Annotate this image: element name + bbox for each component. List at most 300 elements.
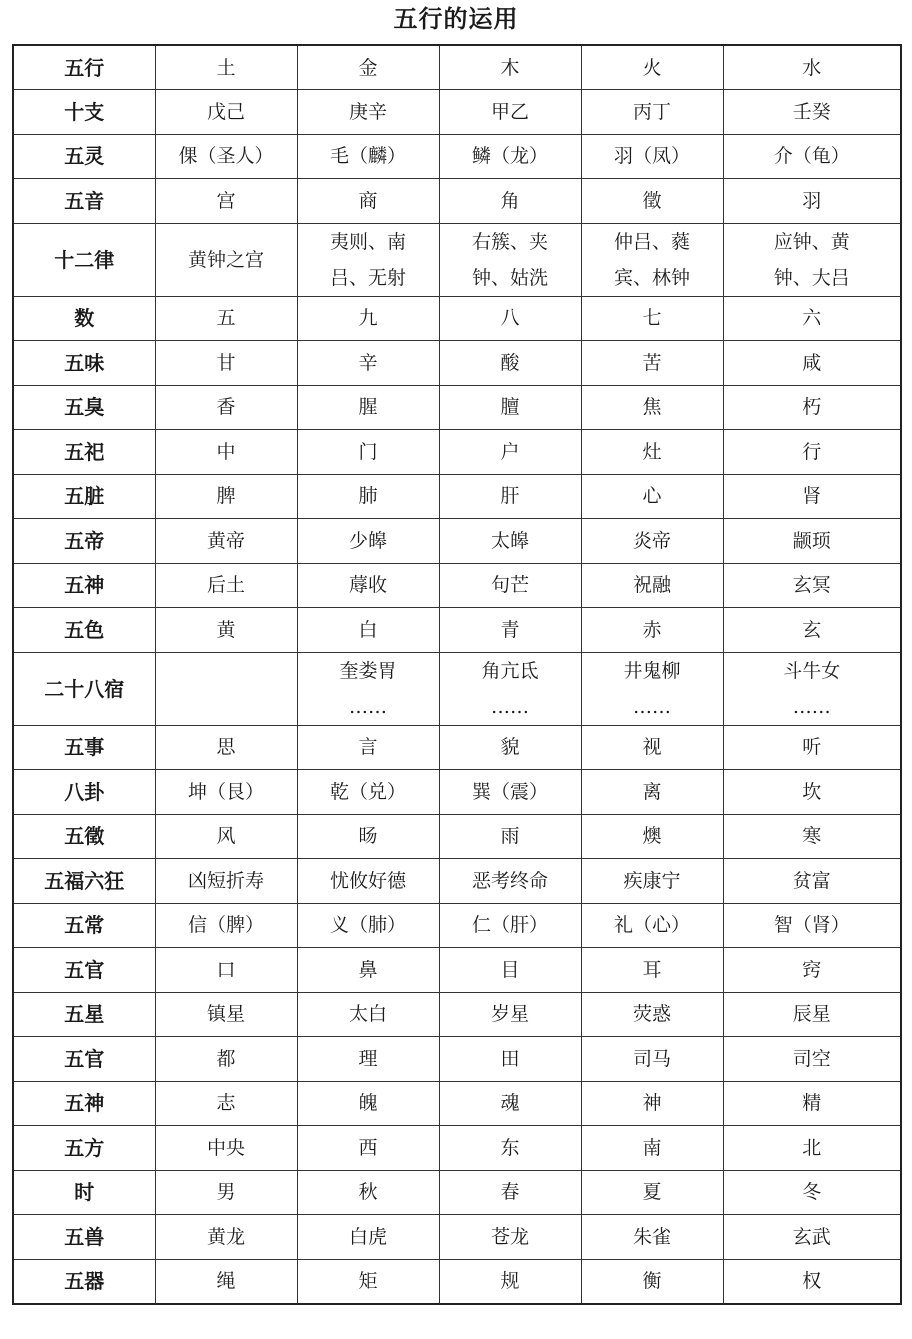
cell-text-line: 疾康宁 (623, 869, 681, 892)
table-cell (297, 519, 439, 564)
cell-text-line: 七 (642, 307, 662, 330)
table-cell (723, 223, 901, 296)
table-cell (155, 430, 297, 475)
table-cell (297, 608, 439, 653)
row-header: 时 (13, 1170, 155, 1215)
cell-text-line: 介（龟） (773, 145, 850, 168)
table-cell (581, 474, 723, 519)
table-cell (581, 296, 723, 341)
cell-text-line: 都 (216, 1047, 236, 1070)
cell-text-line: 苍龙 (490, 1225, 529, 1248)
table-cell (439, 1215, 581, 1260)
table-cell (439, 948, 581, 993)
cell-text-line: 离 (642, 780, 662, 803)
row-header: 五福六狂 (13, 859, 155, 904)
row-header: 五灵 (13, 134, 155, 179)
table-row (13, 770, 901, 815)
row-header: 五祀 (13, 430, 155, 475)
table-row (13, 1259, 901, 1304)
table-cell (581, 903, 723, 948)
cell-text-line: 志 (216, 1092, 236, 1115)
cell-text-line: 祝融 (632, 574, 671, 597)
table-cell (297, 1037, 439, 1082)
table-row (13, 1215, 901, 1260)
five-elements-table (12, 44, 902, 1305)
table-cell (581, 90, 723, 135)
cell-text-line: 中 (216, 440, 236, 463)
table-cell (297, 430, 439, 475)
table-cell (581, 1126, 723, 1171)
cell-text-line: 仲吕、蕤 (613, 230, 690, 253)
table-cell (297, 948, 439, 993)
cell-text-line: 香 (216, 396, 236, 419)
row-header: 五官 (13, 1037, 155, 1082)
cell-text-line: 西 (358, 1136, 378, 1159)
table-cell (155, 341, 297, 386)
cell-text-line: 甘 (216, 351, 236, 374)
cell-text-line: 巽（震） (471, 780, 548, 803)
cell-text-line: 玄武 (792, 1225, 831, 1248)
row-header: 二十八宿 (13, 652, 155, 725)
row-header: 五脏 (13, 474, 155, 519)
table-cell (297, 770, 439, 815)
table-cell (297, 90, 439, 135)
table-cell (581, 341, 723, 386)
cell-text-line: 坤（艮） (187, 780, 264, 803)
row-header: 五器 (13, 1259, 155, 1304)
table-cell (723, 992, 901, 1037)
cell-text-line: 北 (802, 1136, 822, 1159)
cell-text-line: 恶考终命 (471, 869, 548, 892)
cell-text-line: 玄 (802, 618, 822, 641)
cell-text-line: 田 (500, 1047, 520, 1070)
table-cell (439, 725, 581, 770)
cell-text-line: 戊己 (206, 100, 245, 123)
table-cell (723, 608, 901, 653)
table-cell (581, 179, 723, 224)
cell-text-line: 绳 (216, 1270, 236, 1292)
table-cell (723, 1215, 901, 1260)
table-cell (439, 563, 581, 608)
table-cell (723, 1126, 901, 1171)
table-cell (581, 992, 723, 1037)
cell-text-line: 礼（心） (613, 914, 690, 937)
cell-text-line: 思 (216, 736, 236, 759)
cell-text-line: 夷则、南 (329, 230, 406, 253)
table-cell (297, 992, 439, 1037)
table-cell (155, 474, 297, 519)
table-cell (155, 223, 297, 296)
table-cell (439, 90, 581, 135)
cell-text-line: 视 (642, 736, 662, 759)
table-cell (297, 1170, 439, 1215)
cell-text-line: 钟、姑洗 (471, 266, 548, 289)
cell-text-line: 井鬼柳 (623, 659, 681, 682)
row-header: 五兽 (13, 1215, 155, 1260)
row-header: 五徵 (13, 814, 155, 859)
table-cell (581, 725, 723, 770)
table-cell (723, 385, 901, 430)
table-row (13, 563, 901, 608)
cell-text-line: 朽 (802, 396, 822, 419)
cell-text-line: 义（肺） (329, 914, 406, 937)
cell-text-line: 土 (216, 56, 236, 79)
table-cell (439, 341, 581, 386)
table-cell (297, 296, 439, 341)
cell-text-line: 理 (358, 1047, 378, 1070)
cell-text-line: …… (633, 695, 671, 718)
table-row (13, 725, 901, 770)
table-cell (297, 859, 439, 904)
table-cell (581, 1037, 723, 1082)
cell-text-line: 信（脾） (187, 914, 264, 937)
table-cell (155, 90, 297, 135)
cell-text-line: 肾 (802, 485, 822, 508)
table-row (13, 90, 901, 135)
row-header: 五臭 (13, 385, 155, 430)
table-cell (723, 134, 901, 179)
row-header: 五行 (13, 45, 155, 90)
table-cell (297, 223, 439, 296)
table-cell (155, 770, 297, 815)
table-cell (155, 179, 297, 224)
table-row (13, 296, 901, 341)
cell-text-line: 丙丁 (632, 100, 671, 123)
table-row (13, 903, 901, 948)
cell-text-line: 羽 (802, 189, 822, 212)
cell-text-line: 苦 (642, 351, 662, 374)
table-cell (581, 948, 723, 993)
cell-text-line: 太白 (348, 1003, 387, 1026)
cell-text-line: 右簇、夹 (471, 230, 548, 253)
table-cell (439, 385, 581, 430)
table-cell (297, 341, 439, 386)
table-cell (439, 179, 581, 224)
cell-text-line: 庚辛 (348, 100, 387, 123)
cell-text-line: 行 (802, 440, 822, 463)
table-cell (581, 770, 723, 815)
cell-text-line: 坎 (802, 780, 822, 803)
table-row (13, 992, 901, 1037)
cell-text-line: 中央 (206, 1136, 245, 1159)
table-cell (439, 992, 581, 1037)
cell-text-line: 听 (802, 736, 822, 759)
table-cell (723, 859, 901, 904)
cell-text-line: 贫富 (792, 869, 831, 892)
cell-text-line: 衡 (642, 1270, 662, 1292)
cell-text-line: 徵 (642, 189, 662, 212)
cell-text-line: 司马 (632, 1047, 671, 1070)
table-cell (297, 903, 439, 948)
table-cell (155, 652, 297, 725)
table-cell (723, 725, 901, 770)
table-cell (723, 90, 901, 135)
cell-text-line: 应钟、黄 (773, 230, 850, 253)
table-cell (155, 992, 297, 1037)
cell-text-line: 火 (642, 56, 662, 79)
table-cell (439, 134, 581, 179)
cell-text-line: 毛（麟） (329, 145, 406, 168)
table-cell (581, 814, 723, 859)
table-cell (581, 859, 723, 904)
table-cell (155, 903, 297, 948)
table-cell (723, 1259, 901, 1304)
cell-text-line: 门 (358, 440, 378, 463)
table-cell (297, 45, 439, 90)
cell-text-line: 颛顼 (792, 529, 831, 552)
cell-text-line: 白 (358, 618, 378, 641)
table-row (13, 430, 901, 475)
table-cell (155, 134, 297, 179)
cell-text-line: 黄钟之宫 (187, 248, 264, 271)
row-header: 五帝 (13, 519, 155, 564)
row-header: 五神 (13, 1081, 155, 1126)
cell-text-line: 凶短折寿 (187, 869, 264, 892)
table-cell (439, 223, 581, 296)
cell-text-line: 忧攸好德 (329, 869, 406, 892)
cell-text-line: 钟、大吕 (773, 266, 850, 289)
cell-text-line: 水 (802, 56, 822, 79)
table-row (13, 859, 901, 904)
cell-text-line: 灶 (642, 440, 662, 463)
cell-text-line: 羽（凤） (613, 145, 690, 168)
table-cell (581, 385, 723, 430)
table-row (13, 134, 901, 179)
table-cell (723, 1081, 901, 1126)
cell-text-line: 荧惑 (632, 1003, 671, 1026)
cell-text-line: 赤 (642, 618, 662, 641)
table-row (13, 519, 901, 564)
row-header: 五神 (13, 563, 155, 608)
table-cell (581, 563, 723, 608)
table-row (13, 385, 901, 430)
cell-text-line: 句芒 (490, 574, 529, 597)
cell-text-line: 肺 (358, 485, 378, 508)
cell-text-line: 脾 (216, 485, 236, 508)
table-cell (155, 1037, 297, 1082)
table-cell (723, 1037, 901, 1082)
cell-text-line: 燠 (642, 825, 662, 848)
cell-text-line: 夏 (642, 1181, 662, 1204)
table-cell (155, 859, 297, 904)
cell-text-line: 雨 (500, 825, 520, 848)
cell-text-line: 炎帝 (632, 529, 671, 552)
cell-text-line: 司空 (792, 1047, 831, 1070)
table-cell (581, 608, 723, 653)
cell-text-line: …… (792, 695, 831, 718)
cell-text-line: 太皞 (490, 529, 529, 552)
table-cell (439, 1081, 581, 1126)
table-cell (723, 948, 901, 993)
table-cell (297, 1259, 439, 1304)
row-header: 五官 (13, 948, 155, 993)
cell-text-line: 耳 (642, 958, 662, 981)
cell-text-line: 东 (500, 1136, 520, 1159)
cell-text-line: 寒 (802, 825, 822, 848)
cell-text-line: 咸 (802, 351, 822, 374)
cell-text-line: 角 (500, 189, 520, 212)
cell-text-line: 木 (500, 56, 520, 79)
cell-text-line: 窍 (802, 958, 822, 981)
row-header: 五方 (13, 1126, 155, 1171)
cell-text-line: 智（肾） (773, 914, 850, 937)
table-cell (723, 903, 901, 948)
table-cell (723, 770, 901, 815)
cell-text-line: 九 (358, 307, 378, 330)
cell-text-line: 五 (216, 307, 236, 330)
table-cell (723, 296, 901, 341)
table-row (13, 652, 901, 725)
table-row (13, 341, 901, 386)
cell-text-line: 仁（肝） (471, 914, 548, 937)
cell-text-line: 商 (358, 189, 378, 212)
cell-text-line: 斗牛女 (783, 659, 841, 682)
table-row (13, 1081, 901, 1126)
row-header: 五星 (13, 992, 155, 1037)
table-cell (155, 296, 297, 341)
row-header: 五音 (13, 179, 155, 224)
table-cell (723, 474, 901, 519)
cell-text-line: 黄龙 (206, 1225, 245, 1248)
cell-text-line: 户 (500, 440, 520, 463)
table-cell (439, 814, 581, 859)
table-cell (581, 45, 723, 90)
row-header: 数 (13, 296, 155, 341)
cell-text-line: 六 (802, 307, 822, 330)
cell-text-line: 膻 (500, 396, 520, 419)
cell-text-line: 心 (642, 485, 662, 508)
row-header: 十二律 (13, 223, 155, 296)
table-row (13, 45, 901, 90)
table-row (13, 1126, 901, 1171)
table-cell (581, 1215, 723, 1260)
table-cell (581, 430, 723, 475)
cell-text-line: 精 (802, 1092, 822, 1115)
cell-text-line: 酸 (500, 351, 520, 374)
cell-text-line: 口 (216, 958, 236, 981)
table-cell (297, 652, 439, 725)
table-cell (297, 1215, 439, 1260)
table-cell (723, 1170, 901, 1215)
cell-text-line: 蓐收 (348, 574, 387, 597)
cell-text-line: 黄 (216, 618, 236, 641)
table-cell (581, 519, 723, 564)
table-cell (297, 814, 439, 859)
table-row (13, 474, 901, 519)
cell-text-line: 焦 (642, 396, 662, 419)
cell-text-line: 鼻 (358, 958, 378, 981)
table-cell (581, 1170, 723, 1215)
table-row (13, 814, 901, 859)
cell-text-line: 冬 (802, 1181, 822, 1204)
table-cell (439, 1170, 581, 1215)
cell-text-line: 魂 (500, 1092, 520, 1115)
cell-text-line: 少皞 (348, 529, 387, 552)
row-header: 五味 (13, 341, 155, 386)
table-cell (297, 1081, 439, 1126)
table-row (13, 948, 901, 993)
cell-text-line: 规 (500, 1270, 520, 1292)
table-cell (439, 519, 581, 564)
table-row (13, 608, 901, 653)
cell-text-line: …… (491, 695, 529, 718)
table-cell (155, 1259, 297, 1304)
cell-text-line: 言 (358, 736, 378, 759)
row-header: 五常 (13, 903, 155, 948)
table-row (13, 1170, 901, 1215)
cell-text-line: 魄 (358, 1092, 378, 1115)
table-cell (155, 385, 297, 430)
cell-text-line: 权 (802, 1270, 822, 1292)
cell-text-line: 目 (500, 958, 520, 981)
cell-text-line: 矩 (358, 1270, 378, 1292)
table-cell (155, 814, 297, 859)
table-cell (155, 1126, 297, 1171)
table-body (13, 45, 901, 1304)
cell-text-line: 腥 (358, 396, 378, 419)
table-cell (723, 430, 901, 475)
table-cell (297, 1126, 439, 1171)
table-cell (439, 45, 581, 90)
table-row (13, 223, 901, 296)
cell-text-line: 壬癸 (792, 100, 831, 123)
table-cell (155, 519, 297, 564)
cell-text-line: 八 (500, 307, 520, 330)
table-cell (297, 563, 439, 608)
table-cell (723, 45, 901, 90)
cell-text-line: 风 (216, 825, 236, 848)
table-cell (297, 474, 439, 519)
row-header: 五色 (13, 608, 155, 653)
cell-text-line: 倮（圣人） (178, 145, 274, 168)
row-header: 八卦 (13, 770, 155, 815)
table-cell (439, 903, 581, 948)
cell-text-line: 鳞（龙） (471, 145, 548, 168)
table-cell (723, 563, 901, 608)
table-cell (723, 519, 901, 564)
table-cell (439, 296, 581, 341)
cell-text-line: 金 (358, 56, 378, 79)
cell-text-line: 岁星 (490, 1003, 529, 1026)
cell-text-line: 甲乙 (490, 100, 529, 123)
cell-text-line: 貌 (500, 736, 520, 759)
cell-text-line: 春 (500, 1181, 520, 1204)
page-title: 五行的运用 (393, 5, 519, 33)
cell-text-line: 玄冥 (792, 574, 831, 597)
table-cell (439, 1126, 581, 1171)
cell-text-line: 南 (642, 1136, 662, 1159)
cell-text-line: 镇星 (206, 1003, 245, 1026)
cell-text-line: 肝 (500, 485, 520, 508)
table-cell (297, 179, 439, 224)
table-cell (581, 134, 723, 179)
table-cell (155, 1081, 297, 1126)
table-cell (155, 45, 297, 90)
table-cell (581, 652, 723, 725)
cell-text-line: 后土 (206, 574, 245, 597)
cell-text-line: 吕、无射 (329, 266, 406, 289)
table-cell (155, 948, 297, 993)
table-row (13, 179, 901, 224)
table-cell (155, 563, 297, 608)
table-cell (723, 341, 901, 386)
cell-text-line: 宫 (216, 189, 236, 212)
table-cell (723, 652, 901, 725)
table-cell (155, 725, 297, 770)
cell-text-line: 朱雀 (632, 1225, 671, 1248)
table-cell (439, 770, 581, 815)
table-cell (439, 430, 581, 475)
